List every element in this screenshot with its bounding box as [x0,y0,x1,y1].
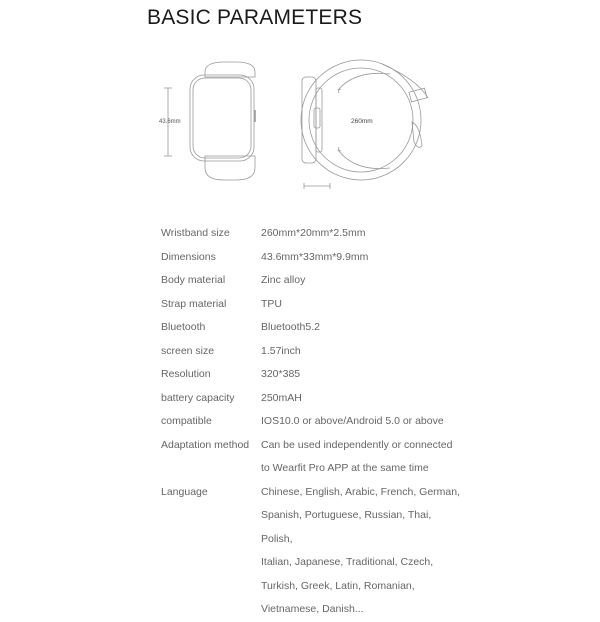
spec-value-line: 43.6mm*33mm*9.9mm [261,250,369,263]
spec-value [261,434,452,481]
spec-row [161,387,461,411]
spec-row [161,246,461,270]
spec-value-line: 1.57inch [261,344,301,357]
spec-label: Language [161,485,208,498]
spec-value-line: Vietnamese, Danish... [261,603,364,615]
spec-value-line: Spanish, Portuguese, Russian, Thai, Polish, [261,509,432,545]
spec-row [161,363,461,387]
spec-label: Dimensions [161,250,216,263]
spec-row [161,340,461,364]
spec-value-line: Chinese, English, Arabic, French, German, [261,485,461,498]
spec-row [161,222,461,246]
spec-label: Adaptation method [161,438,250,451]
spec-value-line: 260mm*20mm*2.5mm [261,227,366,239]
spec-label: compatible [161,415,212,427]
spec-value-line: Turkish, Greek, Latin, Romanian, [261,579,415,592]
spec-value [261,316,320,340]
spec-value [261,246,368,270]
strap-length-label: 260mm [351,118,373,125]
spec-label: Bluetooth [161,321,206,333]
spec-value-line: 320*385 [261,368,301,380]
spec-label: Wristband size [161,227,230,239]
spec-value [261,222,365,246]
watch-dimension-diagram [150,50,450,200]
spec-row [161,410,461,434]
spec-row [161,434,461,481]
spec-label: Body material [161,274,226,286]
spec-value [261,363,300,387]
spec-label: screen size [161,344,215,357]
page-title: BASIC PARAMETERS [147,6,363,29]
spec-value [261,410,444,434]
spec-value-line: Bluetooth5.2 [261,321,320,333]
spec-label: battery capacity [161,391,235,404]
spec-value-line: Italian, Japanese, Traditional, Czech, [261,556,434,568]
spec-row [161,481,461,622]
spec-label: Strap material [161,297,227,310]
spec-row [161,316,461,340]
spec-value [261,340,301,364]
spec-value-line: Can be used independently or connected [261,438,453,451]
spec-label: Resolution [161,368,211,380]
spec-row [161,293,461,317]
spec-value-line: IOS10.0 or above/Android 5.0 or above [261,415,444,427]
spec-value [261,481,461,622]
spec-value-line: to Wearfit Pro APP at the same time [261,462,429,474]
spec-value [261,293,282,317]
spec-value [261,269,305,293]
spec-value-line: TPU [261,297,282,310]
spec-table [161,222,461,622]
spec-value [261,387,302,411]
front-height-label: 43.6mm [159,119,181,125]
spec-value-line: 250mAH [261,391,302,404]
spec-value-line: Zinc alloy [261,274,306,286]
spec-row [161,269,461,293]
